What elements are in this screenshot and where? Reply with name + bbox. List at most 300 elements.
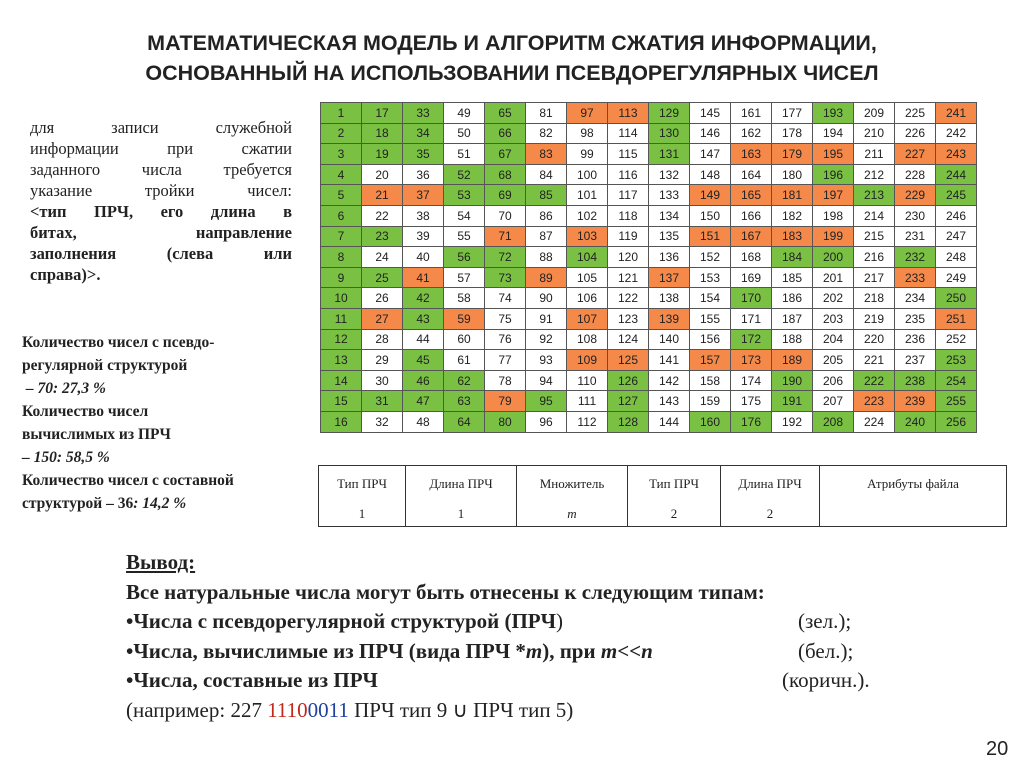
grid-cell: 75 <box>485 308 526 329</box>
grid-cell: 87 <box>526 226 567 247</box>
grid-cell: 88 <box>526 247 567 268</box>
grid-cell: 252 <box>936 329 977 350</box>
grid-cell: 114 <box>608 123 649 144</box>
grid-cell: 85 <box>526 185 567 206</box>
grid-cell: 155 <box>690 308 731 329</box>
conclusion-item-1: •Числа с псевдорегулярной структурой (ПРЧ) (зел.); <box>126 609 852 633</box>
grid-cell: 91 <box>526 308 567 329</box>
grid-cell: 16 <box>321 411 362 432</box>
grid-cell: 154 <box>690 288 731 309</box>
grid-cell: 133 <box>649 185 690 206</box>
grid-cell: 21 <box>362 185 403 206</box>
grid-cell: 65 <box>485 103 526 124</box>
grid-cell: 77 <box>485 350 526 371</box>
grid-cell: 23 <box>362 226 403 247</box>
grid-cell: 222 <box>854 370 895 391</box>
grid-cell: 71 <box>485 226 526 247</box>
grid-cell: 190 <box>772 370 813 391</box>
grid-cell: 215 <box>854 226 895 247</box>
grid-cell: 28 <box>362 329 403 350</box>
grid-cell: 53 <box>444 185 485 206</box>
para-line-bold: справа)>. <box>30 265 101 284</box>
grid-cell: 56 <box>444 247 485 268</box>
grid-cell: 172 <box>731 329 772 350</box>
grid-cell: 102 <box>567 205 608 226</box>
stat-2-value: – 150: 58,5 % <box>22 449 110 466</box>
grid-cell: 107 <box>567 308 608 329</box>
grid-cell: 18 <box>362 123 403 144</box>
grid-cell: 27 <box>362 308 403 329</box>
grid-row <box>321 329 977 350</box>
grid-cell: 176 <box>731 411 772 432</box>
attr-cell-type1: Тип ПРЧ 1 <box>319 466 406 527</box>
grid-cell: 60 <box>444 329 485 350</box>
grid-cell: 203 <box>813 308 854 329</box>
grid-cell: 201 <box>813 267 854 288</box>
grid-cell: 137 <box>649 267 690 288</box>
grid-cell: 72 <box>485 247 526 268</box>
grid-cell: 181 <box>772 185 813 206</box>
grid-cell: 157 <box>690 350 731 371</box>
grid-cell: 35 <box>403 144 444 165</box>
grid-cell: 45 <box>403 350 444 371</box>
para-line-bold: заполнения (слева или <box>30 244 292 263</box>
grid-cell: 32 <box>362 411 403 432</box>
grid-cell: 118 <box>608 205 649 226</box>
grid-cell: 67 <box>485 144 526 165</box>
grid-cell: 80 <box>485 411 526 432</box>
grid-cell: 74 <box>485 288 526 309</box>
grid-cell: 185 <box>772 267 813 288</box>
grid-row <box>321 123 977 144</box>
grid-cell: 38 <box>403 205 444 226</box>
grid-cell: 84 <box>526 164 567 185</box>
grid-cell: 19 <box>362 144 403 165</box>
grid-cell: 144 <box>649 411 690 432</box>
grid-cell: 24 <box>362 247 403 268</box>
grid-cell: 12 <box>321 329 362 350</box>
grid-cell: 228 <box>895 164 936 185</box>
grid-cell: 83 <box>526 144 567 165</box>
grid-cell: 179 <box>772 144 813 165</box>
grid-cell: 14 <box>321 370 362 391</box>
grid-cell: 54 <box>444 205 485 226</box>
grid-cell: 10 <box>321 288 362 309</box>
grid-cell: 160 <box>690 411 731 432</box>
grid-cell: 171 <box>731 308 772 329</box>
grid-cell: 124 <box>608 329 649 350</box>
grid-cell: 170 <box>731 288 772 309</box>
service-info-paragraph <box>30 117 292 285</box>
grid-cell: 129 <box>649 103 690 124</box>
attr-cell-file-attributes: Атрибуты файла <box>820 466 1007 527</box>
grid-cell: 138 <box>649 288 690 309</box>
grid-cell: 191 <box>772 391 813 412</box>
grid-cell: 249 <box>936 267 977 288</box>
grid-cell: 62 <box>444 370 485 391</box>
grid-cell: 174 <box>731 370 772 391</box>
grid-cell: 256 <box>936 411 977 432</box>
grid-cell: 95 <box>526 391 567 412</box>
grid-cell: 99 <box>567 144 608 165</box>
grid-cell: 46 <box>403 370 444 391</box>
grid-cell: 69 <box>485 185 526 206</box>
grid-cell: 208 <box>813 411 854 432</box>
grid-cell: 2 <box>321 123 362 144</box>
grid-cell: 178 <box>772 123 813 144</box>
grid-row <box>321 370 977 391</box>
grid-cell: 79 <box>485 391 526 412</box>
grid-cell: 236 <box>895 329 936 350</box>
grid-cell: 251 <box>936 308 977 329</box>
grid-cell: 116 <box>608 164 649 185</box>
grid-cell: 11 <box>321 308 362 329</box>
grid-cell: 111 <box>567 391 608 412</box>
conclusion-intro: Все натуральные числа могут быть отнесены к следующим типам: <box>126 579 765 604</box>
grid-cell: 239 <box>895 391 936 412</box>
grid-cell: 150 <box>690 205 731 226</box>
attributes-table <box>318 465 1007 527</box>
grid-cell: 148 <box>690 164 731 185</box>
grid-cell: 248 <box>936 247 977 268</box>
grid-cell: 184 <box>772 247 813 268</box>
grid-cell: 165 <box>731 185 772 206</box>
grid-row <box>321 164 977 185</box>
grid-cell: 26 <box>362 288 403 309</box>
attr-cell-type2: Тип ПРЧ 2 <box>628 466 721 527</box>
grid-cell: 229 <box>895 185 936 206</box>
grid-cell: 145 <box>690 103 731 124</box>
grid-cell: 158 <box>690 370 731 391</box>
grid-cell: 195 <box>813 144 854 165</box>
grid-cell: 90 <box>526 288 567 309</box>
grid-cell: 123 <box>608 308 649 329</box>
grid-cell: 227 <box>895 144 936 165</box>
grid-cell: 225 <box>895 103 936 124</box>
grid-cell: 48 <box>403 411 444 432</box>
grid-cell: 125 <box>608 350 649 371</box>
grid-cell: 112 <box>567 411 608 432</box>
grid-cell: 231 <box>895 226 936 247</box>
grid-cell: 29 <box>362 350 403 371</box>
grid-cell: 134 <box>649 205 690 226</box>
page-number: 20 <box>986 738 1009 760</box>
grid-row <box>321 226 977 247</box>
grid-cell: 149 <box>690 185 731 206</box>
grid-cell: 219 <box>854 308 895 329</box>
conclusion-heading: Вывод: <box>126 550 196 574</box>
grid-cell: 177 <box>772 103 813 124</box>
grid-cell: 237 <box>895 350 936 371</box>
grid-cell: 117 <box>608 185 649 206</box>
grid-cell: 188 <box>772 329 813 350</box>
grid-cell: 244 <box>936 164 977 185</box>
grid-cell: 162 <box>731 123 772 144</box>
grid-row <box>321 391 977 412</box>
grid-cell: 224 <box>854 411 895 432</box>
grid-cell: 1 <box>321 103 362 124</box>
grid-cell: 213 <box>854 185 895 206</box>
grid-cell: 81 <box>526 103 567 124</box>
stat-2-line-1: Количество чисел <box>22 403 149 420</box>
grid-cell: 196 <box>813 164 854 185</box>
grid-cell: 212 <box>854 164 895 185</box>
grid-cell: 131 <box>649 144 690 165</box>
grid-cell: 168 <box>731 247 772 268</box>
grid-cell: 242 <box>936 123 977 144</box>
grid-cell: 247 <box>936 226 977 247</box>
grid-cell: 197 <box>813 185 854 206</box>
grid-cell: 218 <box>854 288 895 309</box>
grid-cell: 199 <box>813 226 854 247</box>
grid-cell: 76 <box>485 329 526 350</box>
grid-cell: 5 <box>321 185 362 206</box>
grid-cell: 211 <box>854 144 895 165</box>
para-line: информации при сжатии <box>30 139 292 158</box>
para-line-bold: битах, направление <box>30 223 292 242</box>
para-line: заданного числа требуется <box>30 160 292 179</box>
grid-cell: 42 <box>403 288 444 309</box>
grid-cell: 204 <box>813 329 854 350</box>
grid-cell: 175 <box>731 391 772 412</box>
stat-1-line-2: регулярной структурой <box>22 357 188 374</box>
number-grid <box>320 102 977 433</box>
grid-cell: 250 <box>936 288 977 309</box>
grid-cell: 132 <box>649 164 690 185</box>
stat-3-value: структурой – 36: 14,2 % <box>22 495 187 512</box>
grid-row <box>321 144 977 165</box>
grid-cell: 41 <box>403 267 444 288</box>
grid-cell: 169 <box>731 267 772 288</box>
grid-cell: 136 <box>649 247 690 268</box>
grid-cell: 50 <box>444 123 485 144</box>
grid-cell: 159 <box>690 391 731 412</box>
grid-cell: 245 <box>936 185 977 206</box>
grid-cell: 103 <box>567 226 608 247</box>
grid-cell: 73 <box>485 267 526 288</box>
grid-cell: 33 <box>403 103 444 124</box>
grid-cell: 30 <box>362 370 403 391</box>
grid-cell: 221 <box>854 350 895 371</box>
attr-cell-length2: Длина ПРЧ 2 <box>721 466 820 527</box>
grid-cell: 232 <box>895 247 936 268</box>
conclusion-item-3: •Числа, составные из ПРЧ (коричн.). <box>126 668 870 692</box>
grid-cell: 40 <box>403 247 444 268</box>
attr-cell-multiplier: Множитель m <box>517 466 628 527</box>
grid-cell: 3 <box>321 144 362 165</box>
grid-cell: 58 <box>444 288 485 309</box>
grid-cell: 39 <box>403 226 444 247</box>
grid-cell: 187 <box>772 308 813 329</box>
grid-cell: 15 <box>321 391 362 412</box>
grid-cell: 151 <box>690 226 731 247</box>
grid-cell: 192 <box>772 411 813 432</box>
grid-cell: 104 <box>567 247 608 268</box>
grid-cell: 240 <box>895 411 936 432</box>
grid-cell: 93 <box>526 350 567 371</box>
grid-cell: 64 <box>444 411 485 432</box>
grid-cell: 207 <box>813 391 854 412</box>
grid-cell: 47 <box>403 391 444 412</box>
grid-cell: 78 <box>485 370 526 391</box>
grid-cell: 143 <box>649 391 690 412</box>
grid-cell: 31 <box>362 391 403 412</box>
grid-cell: 142 <box>649 370 690 391</box>
grid-cell: 97 <box>567 103 608 124</box>
grid-cell: 233 <box>895 267 936 288</box>
grid-cell: 139 <box>649 308 690 329</box>
grid-cell: 122 <box>608 288 649 309</box>
grid-cell: 119 <box>608 226 649 247</box>
grid-cell: 110 <box>567 370 608 391</box>
grid-cell: 194 <box>813 123 854 144</box>
grid-cell: 230 <box>895 205 936 226</box>
grid-cell: 193 <box>813 103 854 124</box>
grid-cell: 98 <box>567 123 608 144</box>
grid-cell: 59 <box>444 308 485 329</box>
grid-cell: 202 <box>813 288 854 309</box>
grid-cell: 253 <box>936 350 977 371</box>
conclusion-block <box>126 548 926 725</box>
grid-row <box>321 247 977 268</box>
conclusion-item-2: •Числа, вычислимые из ПРЧ (вида ПРЧ *m), при m<<n (бел.); <box>126 638 854 663</box>
grid-cell: 34 <box>403 123 444 144</box>
grid-cell: 82 <box>526 123 567 144</box>
grid-cell: 17 <box>362 103 403 124</box>
title-line-2: ОСНОВАННЫЙ НА ИСПОЛЬЗОВАНИИ ПСЕВДОРЕГУЛЯРНЫХ ЧИСЕЛ <box>145 61 879 85</box>
grid-cell: 210 <box>854 123 895 144</box>
grid-cell: 183 <box>772 226 813 247</box>
grid-cell: 43 <box>403 308 444 329</box>
grid-row <box>321 185 977 206</box>
grid-cell: 101 <box>567 185 608 206</box>
grid-cell: 7 <box>321 226 362 247</box>
grid-cell: 36 <box>403 164 444 185</box>
grid-cell: 92 <box>526 329 567 350</box>
grid-cell: 135 <box>649 226 690 247</box>
grid-cell: 127 <box>608 391 649 412</box>
slide-title <box>0 28 1024 88</box>
grid-cell: 9 <box>321 267 362 288</box>
grid-cell: 180 <box>772 164 813 185</box>
grid-cell: 206 <box>813 370 854 391</box>
grid-cell: 130 <box>649 123 690 144</box>
grid-cell: 163 <box>731 144 772 165</box>
grid-cell: 167 <box>731 226 772 247</box>
grid-cell: 25 <box>362 267 403 288</box>
grid-cell: 220 <box>854 329 895 350</box>
grid-cell: 106 <box>567 288 608 309</box>
grid-row <box>321 288 977 309</box>
grid-cell: 152 <box>690 247 731 268</box>
grid-cell: 68 <box>485 164 526 185</box>
grid-cell: 146 <box>690 123 731 144</box>
grid-cell: 234 <box>895 288 936 309</box>
grid-cell: 161 <box>731 103 772 124</box>
grid-cell: 115 <box>608 144 649 165</box>
grid-cell: 63 <box>444 391 485 412</box>
grid-cell: 226 <box>895 123 936 144</box>
statistics-block <box>22 331 312 515</box>
grid-cell: 70 <box>485 205 526 226</box>
grid-row <box>321 267 977 288</box>
grid-cell: 166 <box>731 205 772 226</box>
grid-cell: 94 <box>526 370 567 391</box>
stat-2-line-2: вычислимых из ПРЧ <box>22 426 171 443</box>
grid-cell: 200 <box>813 247 854 268</box>
grid-cell: 22 <box>362 205 403 226</box>
para-line: для записи служебной <box>30 118 292 137</box>
grid-row <box>321 205 977 226</box>
stat-1-value: – 70: 27,3 % <box>25 380 106 397</box>
grid-cell: 209 <box>854 103 895 124</box>
grid-cell: 147 <box>690 144 731 165</box>
stat-3-line-1: Количество чисел с составной <box>22 472 234 489</box>
grid-cell: 223 <box>854 391 895 412</box>
grid-cell: 255 <box>936 391 977 412</box>
grid-cell: 186 <box>772 288 813 309</box>
grid-row <box>321 350 977 371</box>
grid-row <box>321 308 977 329</box>
grid-cell: 128 <box>608 411 649 432</box>
grid-cell: 241 <box>936 103 977 124</box>
conclusion-example: (например: 227 11100011 ПРЧ тип 9 ∪ ПРЧ тип 5) <box>126 697 574 722</box>
grid-cell: 109 <box>567 350 608 371</box>
grid-cell: 216 <box>854 247 895 268</box>
grid-cell: 205 <box>813 350 854 371</box>
grid-cell: 243 <box>936 144 977 165</box>
grid-cell: 66 <box>485 123 526 144</box>
grid-cell: 120 <box>608 247 649 268</box>
grid-cell: 89 <box>526 267 567 288</box>
grid-cell: 189 <box>772 350 813 371</box>
para-line-bold: <тип ПРЧ, его длина в <box>30 202 292 221</box>
grid-cell: 108 <box>567 329 608 350</box>
grid-cell: 126 <box>608 370 649 391</box>
attr-cell-length1: Длина ПРЧ 1 <box>406 466 517 527</box>
grid-cell: 235 <box>895 308 936 329</box>
grid-cell: 57 <box>444 267 485 288</box>
grid-cell: 100 <box>567 164 608 185</box>
grid-cell: 140 <box>649 329 690 350</box>
grid-cell: 214 <box>854 205 895 226</box>
grid-cell: 173 <box>731 350 772 371</box>
grid-cell: 254 <box>936 370 977 391</box>
grid-cell: 4 <box>321 164 362 185</box>
grid-cell: 153 <box>690 267 731 288</box>
grid-cell: 51 <box>444 144 485 165</box>
grid-cell: 8 <box>321 247 362 268</box>
grid-cell: 52 <box>444 164 485 185</box>
grid-cell: 37 <box>403 185 444 206</box>
grid-cell: 6 <box>321 205 362 226</box>
grid-cell: 113 <box>608 103 649 124</box>
grid-cell: 96 <box>526 411 567 432</box>
stat-1-line-1: Количество чисел с псевдо- <box>22 334 215 351</box>
grid-cell: 246 <box>936 205 977 226</box>
grid-cell: 61 <box>444 350 485 371</box>
grid-cell: 105 <box>567 267 608 288</box>
grid-cell: 121 <box>608 267 649 288</box>
grid-cell: 238 <box>895 370 936 391</box>
grid-row <box>321 411 977 432</box>
grid-cell: 164 <box>731 164 772 185</box>
grid-cell: 86 <box>526 205 567 226</box>
grid-cell: 44 <box>403 329 444 350</box>
grid-row <box>321 103 977 124</box>
grid-cell: 13 <box>321 350 362 371</box>
grid-cell: 20 <box>362 164 403 185</box>
